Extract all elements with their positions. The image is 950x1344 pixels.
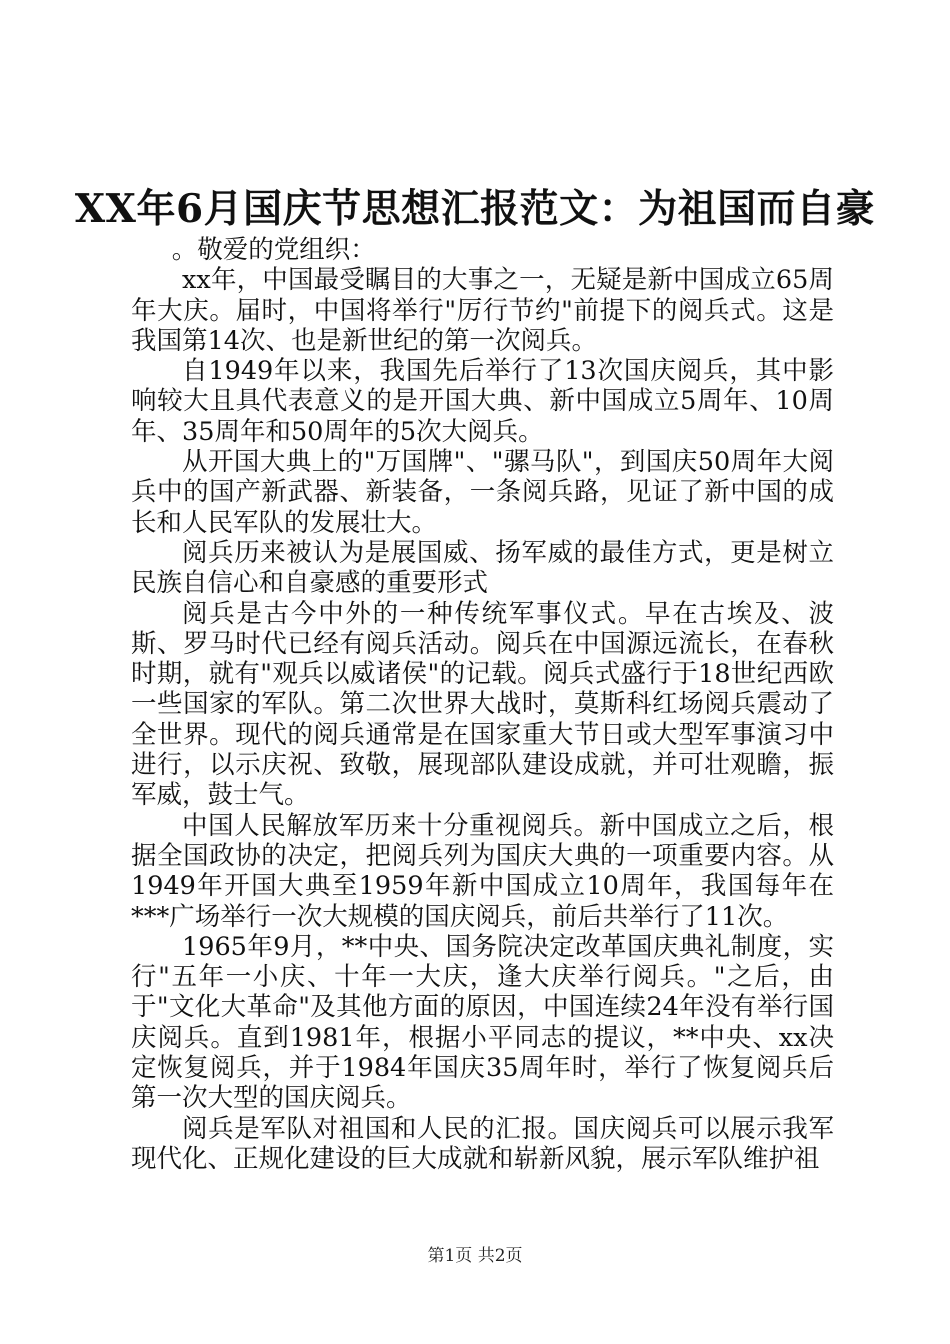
paragraph: 阅兵历来被认为是展国威、扬军威的最佳方式，更是树立民族自信心和自豪感的重要形式 xyxy=(131,537,834,599)
paragraph: 中国人民解放军历来十分重视阅兵。新中国成立之后，根据全国政协的决定，把阅兵列为国庆大典的一项重要内容。从1949年开国大典至1959年新中国成立10周年，我国每年在***广场举行一次大规模的国庆阅兵，前后共举行了11次。 xyxy=(131,810,834,932)
document-title: XX年6月国庆节思想汇报范文：为祖国而自豪 xyxy=(74,186,876,232)
paragraph: xx年，中国最受瞩目的大事之一，无疑是新中国成立65周年大庆。届时，中国将举行"厉行节约"前提下的阅兵式。这是我国第14次、也是新世纪的第一次阅兵。 xyxy=(131,265,834,356)
paragraph: 阅兵是古今中外的一种传统军事仪式。早在古埃及、波斯、罗马时代已经有阅兵活动。阅兵在中国源远流长，在春秋时期，就有"观兵以威诸侯"的记载。阅兵式盛行于18世纪西欧一些国家的军队。第二次世界大战时，莫斯科红场阅兵震动了全世界。现代的阅兵通常是在国家重大节日或大型军事演习中进行，以示庆祝、致敬，展现部队建设成就，并可壮观瞻，振军威，鼓士气。 xyxy=(131,598,834,811)
salutation: 。敬爱的党组织： xyxy=(171,235,376,265)
document-body xyxy=(131,235,834,1174)
paragraph: 阅兵是军队对祖国和人民的汇报。国庆阅兵可以展示我军现代化、正规化建设的巨大成就和崭新风貌，展示军队维护祖 xyxy=(131,1113,834,1174)
paragraph: 1965年9月，**中央、国务院决定改革国庆典礼制度，实行"五年一小庆、十年一大庆，逢大庆举行阅兵。"之后，由于"文化大革命"及其他方面的原因，中国连续24年没有举行国庆阅兵。直到1981年，根据小平同志的提议，**中央、xx决定恢复阅兵，并于1984年国庆35周年时，举行了恢复阅兵后第一次大型的国庆阅兵。 xyxy=(131,931,834,1114)
paragraph: 从开国大典上的"万国牌"、"骡马队"，到国庆50周年大阅兵中的国产新武器、新装备，一条阅兵路，见证了新中国的成长和人民军队的发展壮大。 xyxy=(131,447,834,538)
page-number-footer: 第1页 共2页 xyxy=(427,1246,523,1266)
paragraph: 自1949年以来，我国先后举行了13次国庆阅兵，其中影响较大且具代表意义的是开国大典、新中国成立5周年、10周年、35周年和50周年的5次大阅兵。 xyxy=(131,356,834,447)
